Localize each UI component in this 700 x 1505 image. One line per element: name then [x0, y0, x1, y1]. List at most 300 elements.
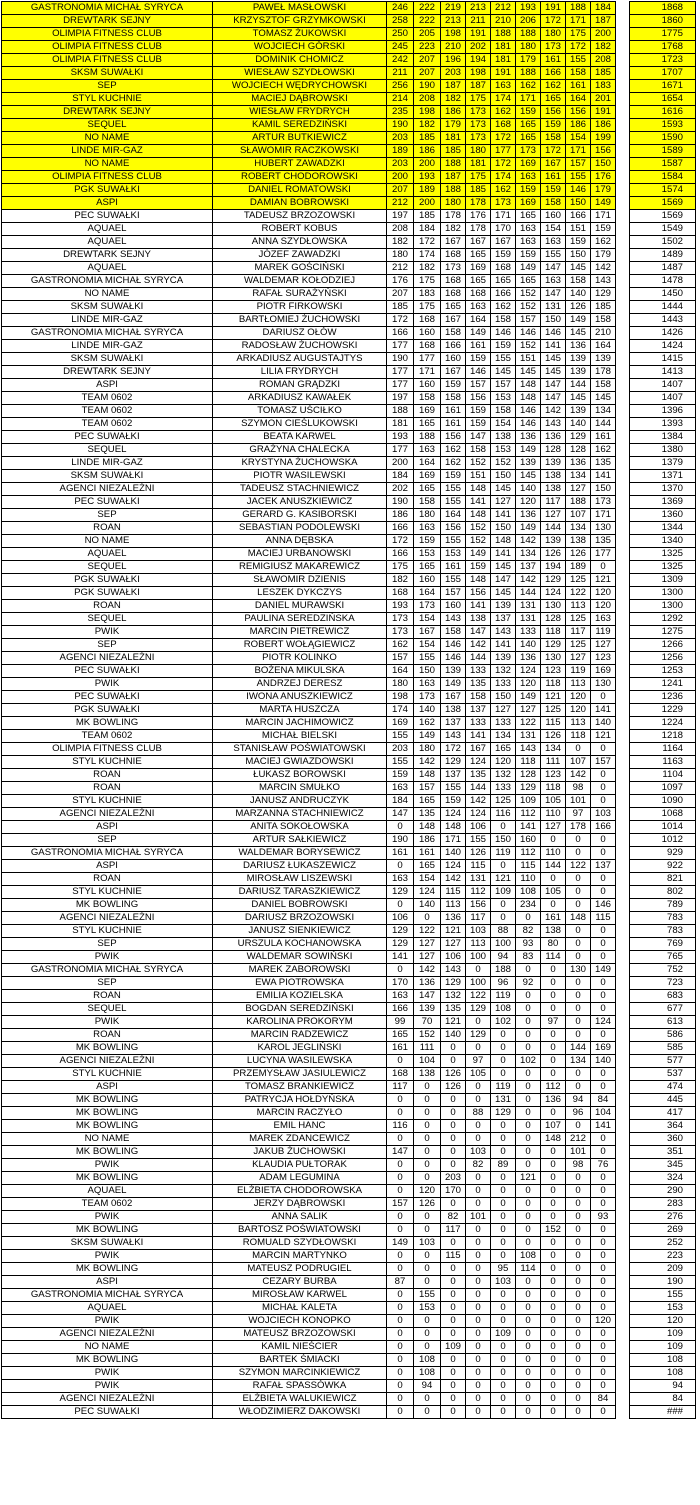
game-score: 180: [441, 197, 466, 210]
game-score: 158: [541, 197, 566, 210]
game-score: 0: [387, 1289, 414, 1302]
game-score: 150: [491, 522, 516, 535]
game-score: 186: [387, 509, 414, 522]
table-row: [2, 1393, 696, 1406]
game-score: 186: [441, 106, 466, 119]
game-score: 185: [387, 301, 414, 314]
game-score: 0: [566, 1276, 591, 1289]
game-score: 150: [566, 197, 591, 210]
game-score: 165: [516, 210, 541, 223]
game-score: 127: [414, 938, 441, 951]
table-row: [2, 1042, 696, 1055]
game-score: 135: [441, 1003, 466, 1016]
game-score: 0: [441, 1289, 466, 1302]
total-score: 537: [630, 1068, 696, 1081]
game-score: 147: [541, 288, 566, 301]
column-gap: [616, 951, 630, 964]
team-name: ROAN: [2, 600, 213, 613]
total-score: 109: [630, 1341, 696, 1354]
player-name: MARCIN PIETREWICZ: [213, 626, 387, 639]
total-score: 1325: [630, 548, 696, 561]
total-score: 613: [630, 1016, 696, 1029]
total-score: 1104: [630, 769, 696, 782]
game-score: 163: [387, 782, 414, 795]
player-name: SZYMON MARCINKIEWICZ: [213, 1367, 387, 1380]
game-score: 182: [387, 236, 414, 249]
game-score: 154: [414, 639, 441, 652]
column-gap: [616, 1029, 630, 1042]
player-name: EMILIA KOZIELSKA: [213, 990, 387, 1003]
game-score: 0: [387, 964, 414, 977]
player-name: TOMASZ ŻUKOWSKI: [213, 28, 387, 41]
table-row: [2, 678, 696, 691]
total-score: 783: [630, 912, 696, 925]
game-score: 125: [566, 639, 591, 652]
team-name: NO NAME: [2, 1133, 213, 1146]
game-score: 163: [541, 236, 566, 249]
game-score: 0: [414, 1211, 441, 1224]
player-name: BARTOSZ POŚWIATOWSKI: [213, 1224, 387, 1237]
column-gap: [616, 1406, 630, 1419]
team-name: PWIK: [2, 951, 213, 964]
game-score: 164: [414, 587, 441, 600]
game-score: 207: [387, 184, 414, 197]
game-score: 141: [466, 730, 491, 743]
team-name: STYL KUCHNIE: [2, 886, 213, 899]
player-name: SŁAWOMIR RACZKOWSKI: [213, 145, 387, 158]
total-score: 417: [630, 1107, 696, 1120]
game-score: 0: [491, 1302, 516, 1315]
game-score: 175: [414, 275, 441, 288]
game-score: 0: [566, 1081, 591, 1094]
game-score: 145: [566, 327, 591, 340]
game-score: 136: [516, 509, 541, 522]
game-score: 120: [566, 704, 591, 717]
game-score: 0: [566, 1263, 591, 1276]
game-score: 166: [387, 522, 414, 535]
game-score: 0: [441, 1094, 466, 1107]
game-score: 0: [387, 1159, 414, 1172]
game-score: 152: [541, 1224, 566, 1237]
team-name: MK BOWLING: [2, 1224, 213, 1237]
table-row: [2, 470, 696, 483]
game-score: 258: [387, 15, 414, 28]
team-name: SEP: [2, 509, 213, 522]
game-score: 0: [591, 782, 616, 795]
game-score: 122: [516, 717, 541, 730]
table-row: [2, 1211, 696, 1224]
table-row: [2, 1354, 696, 1367]
game-score: 193: [387, 431, 414, 444]
team-name: AQUAEL: [2, 1185, 213, 1198]
team-name: MK BOWLING: [2, 1107, 213, 1120]
team-name: AGENCI NIEZALEŻNI: [2, 808, 213, 821]
game-score: 121: [541, 691, 566, 704]
game-score: 0: [414, 1081, 441, 1094]
total-score: 364: [630, 1120, 696, 1133]
game-score: 155: [387, 730, 414, 743]
game-score: 212: [491, 2, 516, 15]
table-row: [2, 1367, 696, 1380]
total-score: 1723: [630, 54, 696, 67]
team-name: PWIK: [2, 1159, 213, 1172]
game-score: 157: [566, 158, 591, 171]
game-score: 108: [491, 1003, 516, 1016]
game-score: 125: [491, 795, 516, 808]
game-score: 136: [414, 977, 441, 990]
game-score: 126: [441, 1068, 466, 1081]
column-gap: [616, 665, 630, 678]
game-score: 152: [466, 522, 491, 535]
table-row: [2, 626, 696, 639]
game-score: 190: [387, 353, 414, 366]
game-score: 106: [466, 821, 491, 834]
game-score: 140: [441, 1029, 466, 1042]
game-score: 0: [591, 977, 616, 990]
column-gap: [616, 1107, 630, 1120]
game-score: 142: [566, 769, 591, 782]
game-score: 0: [491, 1146, 516, 1159]
column-gap: [616, 470, 630, 483]
game-score: 174: [414, 249, 441, 262]
game-score: 171: [441, 834, 466, 847]
table-row: [2, 938, 696, 951]
column-gap: [616, 366, 630, 379]
game-score: 165: [466, 249, 491, 262]
column-gap: [616, 1237, 630, 1250]
total-score: 1371: [630, 470, 696, 483]
game-score: 0: [591, 925, 616, 938]
player-name: BOŻENA MIKULSKA: [213, 665, 387, 678]
game-score: 129: [591, 288, 616, 301]
column-gap: [616, 1380, 630, 1393]
game-score: 155: [414, 1289, 441, 1302]
game-score: 0: [566, 1367, 591, 1380]
game-score: 147: [466, 431, 491, 444]
player-name: ELŻBIETA WALUKIEWICZ: [213, 1393, 387, 1406]
game-score: 128: [516, 769, 541, 782]
column-gap: [616, 444, 630, 457]
game-score: 0: [591, 795, 616, 808]
game-score: 0: [541, 1393, 566, 1406]
game-score: 144: [541, 860, 566, 873]
game-score: 123: [541, 665, 566, 678]
game-score: 0: [591, 769, 616, 782]
column-gap: [616, 275, 630, 288]
game-score: 144: [466, 652, 491, 665]
table-row: [2, 1068, 696, 1081]
game-score: 175: [566, 28, 591, 41]
table-row: [2, 1081, 696, 1094]
player-name: BEATA KARWEL: [213, 431, 387, 444]
game-score: 0: [566, 873, 591, 886]
game-score: 180: [387, 249, 414, 262]
game-score: 117: [441, 1224, 466, 1237]
total-score: 1768: [630, 41, 696, 54]
game-score: 120: [491, 756, 516, 769]
game-score: 0: [466, 964, 491, 977]
game-score: 0: [387, 1172, 414, 1185]
player-name: JANUSZ ANDRUCZYK: [213, 795, 387, 808]
total-score: 1424: [630, 340, 696, 353]
game-score: 139: [491, 600, 516, 613]
game-score: 159: [541, 184, 566, 197]
game-score: 103: [414, 1237, 441, 1250]
team-name: SEP: [2, 834, 213, 847]
table-row: [2, 327, 696, 340]
team-name: SKSM SUWAŁKI: [2, 67, 213, 80]
total-score: 1415: [630, 353, 696, 366]
total-score: 1860: [630, 15, 696, 28]
game-score: 140: [441, 847, 466, 860]
column-gap: [616, 990, 630, 1003]
table-row: [2, 873, 696, 886]
game-score: 0: [516, 1133, 541, 1146]
game-score: 0: [566, 990, 591, 1003]
game-score: 0: [541, 1406, 566, 1419]
player-name: LILIA FRYDRYCH: [213, 366, 387, 379]
game-score: 165: [387, 1029, 414, 1042]
total-score: 109: [630, 1328, 696, 1341]
total-score: 1309: [630, 574, 696, 587]
table-row: [2, 1237, 696, 1250]
total-score: 769: [630, 938, 696, 951]
game-score: 0: [466, 1081, 491, 1094]
game-score: 135: [591, 535, 616, 548]
game-score: 210: [591, 327, 616, 340]
total-score: ###: [630, 1406, 696, 1419]
game-score: 120: [591, 1315, 616, 1328]
game-score: 169: [516, 197, 541, 210]
column-gap: [616, 834, 630, 847]
column-gap: [616, 873, 630, 886]
game-score: 88: [491, 925, 516, 938]
team-name: NO NAME: [2, 158, 213, 171]
game-score: 142: [541, 405, 566, 418]
game-score: 168: [441, 249, 466, 262]
table-row: [2, 171, 696, 184]
table-row: [2, 652, 696, 665]
game-score: 134: [516, 548, 541, 561]
team-name: SEQUEL: [2, 1003, 213, 1016]
game-score: 0: [516, 1029, 541, 1042]
game-score: 132: [491, 769, 516, 782]
game-score: 190: [387, 119, 414, 132]
game-score: 139: [414, 1003, 441, 1016]
game-score: 125: [566, 574, 591, 587]
game-score: 0: [516, 1016, 541, 1029]
game-score: 116: [387, 1120, 414, 1133]
game-score: 152: [491, 457, 516, 470]
game-score: 165: [414, 483, 441, 496]
game-score: 177: [414, 353, 441, 366]
table-row: [2, 80, 696, 93]
game-score: 127: [566, 483, 591, 496]
game-score: 0: [387, 1250, 414, 1263]
game-score: 130: [541, 652, 566, 665]
game-score: 144: [566, 1042, 591, 1055]
game-score: 89: [491, 1159, 516, 1172]
column-gap: [616, 886, 630, 899]
game-score: 188: [566, 496, 591, 509]
column-gap: [616, 808, 630, 821]
game-score: 0: [541, 1302, 566, 1315]
table-row: [2, 782, 696, 795]
game-score: 152: [516, 340, 541, 353]
game-score: 0: [566, 1289, 591, 1302]
table-row: [2, 964, 696, 977]
game-score: 136: [566, 340, 591, 353]
column-gap: [616, 1003, 630, 1016]
total-score: 1654: [630, 93, 696, 106]
game-score: 0: [387, 1341, 414, 1354]
table-row: [2, 509, 696, 522]
game-score: 0: [387, 821, 414, 834]
game-score: 212: [387, 197, 414, 210]
column-gap: [616, 925, 630, 938]
game-score: 161: [466, 340, 491, 353]
column-gap: [616, 782, 630, 795]
player-name: EMIL HANC: [213, 1120, 387, 1133]
game-score: 0: [466, 1406, 491, 1419]
game-score: 161: [441, 561, 466, 574]
game-score: 211: [387, 67, 414, 80]
game-score: 112: [516, 808, 541, 821]
game-score: 112: [466, 886, 491, 899]
game-score: 149: [387, 1237, 414, 1250]
game-score: 124: [541, 587, 566, 600]
total-score: 1379: [630, 457, 696, 470]
player-name: ANNA SALIK: [213, 1211, 387, 1224]
player-name: MARCIN RACZYŁO: [213, 1107, 387, 1120]
total-score: 276: [630, 1211, 696, 1224]
player-name: JÓZEF ZAWADZKI: [213, 249, 387, 262]
game-score: 0: [491, 1211, 516, 1224]
column-gap: [616, 1081, 630, 1094]
game-score: 80: [541, 938, 566, 951]
game-score: 0: [387, 860, 414, 873]
team-name: DREWTARK SEJNY: [2, 106, 213, 119]
game-score: 172: [387, 535, 414, 548]
game-score: 158: [491, 405, 516, 418]
player-name: ANNA SZYDŁOWSKA: [213, 236, 387, 249]
game-score: 0: [441, 1159, 466, 1172]
game-score: 137: [491, 613, 516, 626]
column-gap: [616, 600, 630, 613]
game-score: 164: [414, 457, 441, 470]
game-score: 174: [387, 704, 414, 717]
game-score: 0: [591, 1380, 616, 1393]
game-score: 139: [491, 652, 516, 665]
game-score: 88: [466, 1107, 491, 1120]
column-gap: [616, 626, 630, 639]
total-score: 1569: [630, 197, 696, 210]
player-name: DARIUSZ OŁÓW: [213, 327, 387, 340]
game-score: 0: [566, 1185, 591, 1198]
column-gap: [616, 1120, 630, 1133]
total-score: 783: [630, 925, 696, 938]
game-score: 177: [387, 366, 414, 379]
game-score: 148: [491, 535, 516, 548]
game-score: 119: [491, 847, 516, 860]
game-score: 0: [491, 1380, 516, 1393]
game-score: 166: [541, 67, 566, 80]
player-name: MARCIN JACHIMOWICZ: [213, 717, 387, 730]
team-name: ASPI: [2, 1081, 213, 1094]
game-score: 160: [516, 834, 541, 847]
total-score: 360: [630, 1133, 696, 1146]
game-score: 173: [441, 262, 466, 275]
table-row: [2, 314, 696, 327]
team-name: SKSM SUWAŁKI: [2, 301, 213, 314]
game-score: 148: [516, 379, 541, 392]
table-row: [2, 704, 696, 717]
table-row: [2, 925, 696, 938]
game-score: 173: [516, 145, 541, 158]
game-score: 0: [387, 1133, 414, 1146]
column-gap: [616, 1198, 630, 1211]
team-name: STYL KUCHNIE: [2, 795, 213, 808]
game-score: 70: [414, 1016, 441, 1029]
game-score: 127: [591, 639, 616, 652]
game-score: 167: [414, 626, 441, 639]
game-score: 157: [491, 379, 516, 392]
game-score: 148: [466, 574, 491, 587]
total-score: 1396: [630, 405, 696, 418]
game-score: 163: [541, 275, 566, 288]
column-gap: [616, 1341, 630, 1354]
team-name: AQUAEL: [2, 548, 213, 561]
team-name: ROAN: [2, 990, 213, 1003]
total-score: 1407: [630, 379, 696, 392]
team-name: STYL KUCHNIE: [2, 93, 213, 106]
game-score: 159: [491, 340, 516, 353]
total-score: 445: [630, 1094, 696, 1107]
game-score: 171: [516, 93, 541, 106]
game-score: 0: [414, 1146, 441, 1159]
column-gap: [616, 1276, 630, 1289]
total-score: 223: [630, 1250, 696, 1263]
column-gap: [616, 1224, 630, 1237]
column-gap: [616, 353, 630, 366]
game-score: 147: [541, 379, 566, 392]
player-name: KAMIL NIEŚCIER: [213, 1341, 387, 1354]
game-score: 0: [491, 1367, 516, 1380]
game-score: 170: [387, 977, 414, 990]
player-name: KAROL JEGLIŃSKI: [213, 1042, 387, 1055]
game-score: 242: [387, 54, 414, 67]
player-name: RAFAŁ SURAŻYŃSKI: [213, 288, 387, 301]
column-gap: [616, 1263, 630, 1276]
game-score: 149: [414, 730, 441, 743]
game-score: 124: [441, 860, 466, 873]
table-row: [2, 444, 696, 457]
game-score: 108: [414, 1354, 441, 1367]
player-name: MACIEJ DĄBROWSKI: [213, 93, 387, 106]
game-score: 138: [541, 925, 566, 938]
game-score: 119: [566, 665, 591, 678]
player-name: JANUSZ SIENKIEWICZ: [213, 925, 387, 938]
game-score: 162: [591, 236, 616, 249]
table-row: [2, 28, 696, 41]
column-gap: [616, 314, 630, 327]
table-row: [2, 535, 696, 548]
player-name: IWONA ANUSZKIEWICZ: [213, 691, 387, 704]
game-score: 148: [566, 912, 591, 925]
game-score: 191: [466, 28, 491, 41]
game-score: 0: [491, 1042, 516, 1055]
game-score: 187: [441, 171, 466, 184]
